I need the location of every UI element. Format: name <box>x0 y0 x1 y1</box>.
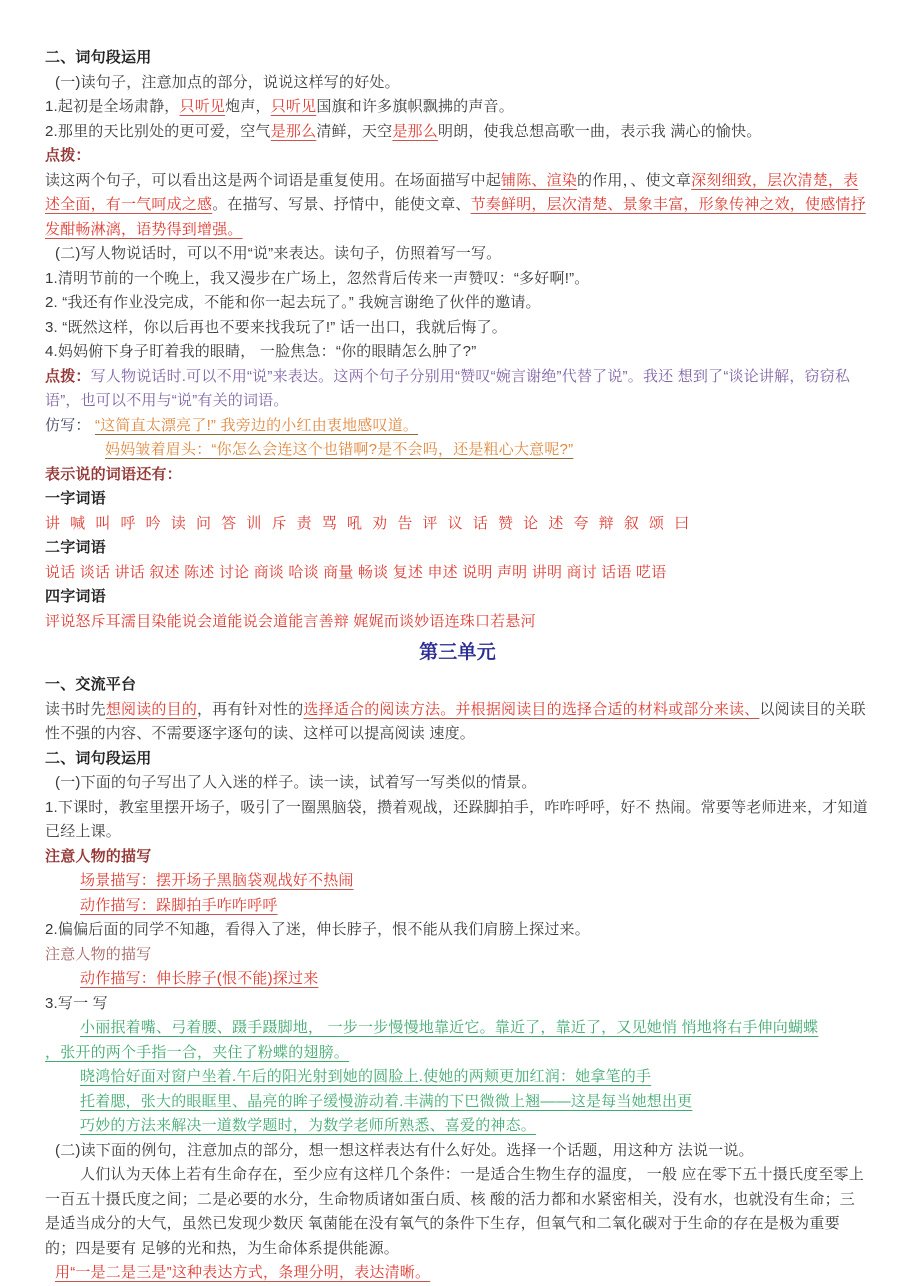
sentence-2-run-body: 明朗，使我总想高歌一曲，表示我 满心的愉快。 <box>437 122 762 140</box>
one-char-words-run-red-sp: 讲 喊 叫 呼 吟 读 问 答 训 斥 责 骂 吼 劝 告 评 议 话 赞 论 述 夸 辩 叙 颂 曰 <box>45 514 693 532</box>
dianbo-analysis-2-run-purple: 写人物说话时.可以不用“说”来表达。这两个句子分别用“赞叹“婉言谢绝”代替了说”。我还 想到了“谈论讲解，窃窃私语”，也可以不用与“说”有关的词语。 <box>45 367 851 409</box>
exercise-2-intro <box>45 242 870 267</box>
speech-sentence-4-run-body: 4.妈妈俯下身子盯着我的眼睛， 一脸焦急：“你的眼睛怎么肿了?” <box>45 343 477 360</box>
speech-sentence-2-run-body: 2. “我还有作业没完成，不能和你一起去玩了。” 我婉言谢绝了伙伴的邀请。 <box>45 294 541 311</box>
model-text-line-4 <box>45 1090 870 1115</box>
sentence-2-run-body: 清鲜，天空 <box>316 122 393 140</box>
note-heading-1-run-maroon: 注意人物的描写 <box>45 847 152 865</box>
section-heading-word-usage-2-run-bold: 二、词句段运用 <box>45 749 152 767</box>
write-prompt-run-body: 3.写一 写 <box>45 994 108 1012</box>
dianbo-label-1 <box>45 144 870 169</box>
dianbo-analysis-2-run-maroon: 点拨： <box>45 367 91 385</box>
conclusion-line-run-red-u: 用“一是二是三是”这种表达方式，条理分明，表达清晰。 <box>55 1264 431 1281</box>
section-heading-exchange <box>45 673 870 698</box>
model-text-line-2 <box>45 1041 870 1066</box>
four-char-words-heading <box>45 585 870 610</box>
four-char-words-heading-run-bold: 四字词语 <box>45 588 106 605</box>
one-char-words <box>45 512 870 537</box>
section-heading-exchange-run-bold: 一、交流平台 <box>45 676 137 693</box>
exchange-para <box>45 698 870 747</box>
exchange-para-run-body: 以阅读目的关联性不强的内容、不需要逐字逐句的读、这样可以提高阅读 速度。 <box>45 700 866 742</box>
sentence-2-run-red-u: 是那么 <box>270 122 317 140</box>
sentence-1-run-body: 1.起初是全场肃静， <box>45 98 180 115</box>
scene-description <box>45 869 870 894</box>
life-conditions-para <box>45 1163 870 1261</box>
exchange-para-run-red-u: 选择适合的阅读方法。并根据阅读目的选择合适的材料或部分来读、 <box>303 700 760 718</box>
scene-description-run-red-u: 场景描写：摆开场子黑脑袋观战好不热闹 <box>80 872 354 889</box>
sentence-1-run-body: 炮声， <box>225 98 271 115</box>
dianbo-analysis-1-run-red-u: 节奏鲜明，层次清楚、景象丰富，形象传神之效，使感情抒发酣畅淋漓，语势得到增强。 <box>45 196 866 238</box>
dianbo-analysis-2 <box>45 365 870 414</box>
fangxie-example-2-run-orange-u: 妈妈皱着眉头：“你怎么会连这个也错啊?是不会吗，还是粗心大意呢?” <box>105 441 574 458</box>
sentence-2-run-red-u: 是那么 <box>392 122 438 140</box>
speech-sentence-3 <box>45 316 870 341</box>
two-char-words-heading-run-bold: 二字词语 <box>45 539 106 556</box>
life-conditions-para-run-body: 人们认为天体上若有生命存在，至少应有这样几个条件：一是适合生物生存的温度， 一般 应在零下五十摄氏度至零上一百五十摄氏度之间；二是必要的水分，生命物质诸如蛋白质、核 酸的活力都和水紧密相关，没有水，也就没有生命；三是适当成分的大气，虽然已发现少数厌 氧菌能在没有氧气的条件下生存，但氧气和二氧化碳对于生命的存在是极为重要的；四是要有 足够的光和热，为生命体系提供能源。 <box>45 1166 864 1257</box>
model-text-line-4-run-green-u: 托着腮，张大的眼眶里、晶亮的眸子缓慢游动着.丰满的下巴微微上翘——这是每当她想出更 <box>80 1092 693 1110</box>
action-description-1-run-red-u: 动作描写：跺脚拍手咋咋呼呼 <box>80 896 278 914</box>
example-sentence-2b <box>45 918 870 943</box>
fangxie-example-1-run-orange-u: “这简直太漂亮了!” 我旁边的小红由衷地感叹道。 <box>94 416 419 434</box>
model-text-line-3 <box>45 1065 870 1090</box>
note-heading-2-run-maroon-lt: 注意人物的描写 <box>45 945 152 963</box>
model-text-line-1-run-green-u: 小丽抿着嘴、弓着腰、蹑手蹑脚地， 一步一步慢慢地靠近它。靠近了，靠近了，又见她悄 悄地将右手伸向蝴蝶 <box>80 1019 819 1036</box>
dianbo-analysis-1-run-red-u: 铺陈、渲染 <box>501 171 578 189</box>
unit-3-title-run-blue: 第三单元 <box>419 642 496 663</box>
exercise-2-intro-run-body: (二)写人物说话时，可以不用“说”来表达。读句子，仿照着写一写。 <box>55 245 502 262</box>
document-body <box>45 46 870 1286</box>
example-sentence-1b-run-body: 1.下课时，教室里摆开场子，吸引了一圈黑脑袋，攒着观战，还跺脚拍手，咋咋呼呼，好不 热闹。常要等老师进来，才知道已经上课。 <box>45 798 868 840</box>
four-char-words <box>45 610 870 635</box>
speech-sentence-3-run-body: 3. “既然这样，你以后再也不要来找我玩了!” 话一出口，我就后悔了。 <box>45 318 508 336</box>
exercise-1b-intro <box>45 771 870 796</box>
speech-sentence-2 <box>45 291 870 316</box>
conclusion-line <box>45 1261 870 1286</box>
dianbo-analysis-1-run-body: 的作用，、使文章 <box>577 171 692 189</box>
model-text-line-2-run-green-u: ，张开的两个手指一合，夹住了粉蝶的翅膀。 <box>45 1043 350 1061</box>
dianbo-analysis-1-run-body: 读这两个句子，可以看出这是两个词语是重复使用。在场面描写中起 <box>45 171 502 189</box>
sentence-2-run-body: 2.那里的天比别处的更可爱，空气 <box>45 122 271 140</box>
speech-sentence-1-run-body: 1.清明节前的一个晚上，我又漫步在广场上，忽然背后传来一声赞叹：“多好啊!”。 <box>45 269 590 287</box>
write-prompt <box>45 992 870 1017</box>
note-heading-2 <box>45 943 870 968</box>
example-sentence-1b <box>45 796 870 845</box>
say-words-heading <box>45 463 870 488</box>
sentence-2 <box>45 120 870 145</box>
dianbo-label-1-run-maroon: 点拨： <box>45 147 91 164</box>
one-char-words-heading <box>45 487 870 512</box>
sentence-1 <box>45 95 870 120</box>
exercise-1-intro-run-body: (一)读句子，注意加点的部分，说说这样写的好处。 <box>55 73 400 91</box>
two-char-words <box>45 561 870 586</box>
action-description-2-run-red-u: 动作描写：伸长脖子(恨不能)探过来 <box>80 970 319 987</box>
dianbo-analysis-1-run-body: 。在描写、写景、抒情中，能使文章、 <box>212 196 471 213</box>
one-char-words-heading-run-bold: 一字词语 <box>45 490 106 507</box>
sentence-1-run-red-u: 只听见 <box>179 98 226 115</box>
exercise-1b-intro-run-body: (一)下面的句子写出了人入迷的样子。读一读，试着写一写类似的情景。 <box>55 774 537 791</box>
two-char-words-heading <box>45 536 870 561</box>
unit-3-title <box>45 636 870 671</box>
exercise-1-intro <box>45 71 870 96</box>
section-heading-word-usage-run-bold: 二、词句段运用 <box>45 49 152 66</box>
note-heading-1 <box>45 845 870 870</box>
model-text-line-3-run-green-u: 晓鸿恰好面对窗户坐着.午后的阳光射到她的圆脸上.使她的两颊更加红润：她拿笔的手 <box>80 1068 652 1085</box>
action-description-1 <box>45 894 870 919</box>
sentence-1-run-body: 国旗和许多旗帜飘拂的声音。 <box>316 98 514 115</box>
section-heading-word-usage-2 <box>45 747 870 772</box>
four-char-words-run-red: 评说怒斥耳濡目染能说会道能说会道能言善辩 娓娓而谈妙语连珠口若悬河 <box>45 612 536 630</box>
dianbo-analysis-1 <box>45 169 870 243</box>
speech-sentence-4 <box>45 340 870 365</box>
speech-sentence-1 <box>45 267 870 292</box>
say-words-heading-run-maroon: 表示说的词语还有： <box>45 465 182 483</box>
two-char-words-run-red: 说话 谈话 讲话 叙述 陈述 讨论 商谈 哈谈 商量 畅谈 复述 申述 说明 声明 讲明 商讨 话语 呓语 <box>45 563 667 581</box>
model-text-line-5-run-green-u: 巧妙的方法来解决一道数学题时，为数学老师所熟悉、喜爱的神态。 <box>80 1117 537 1134</box>
model-text-line-5 <box>45 1114 870 1139</box>
fangxie-example-1 <box>45 414 870 439</box>
exercise-2b-intro <box>45 1139 870 1164</box>
fangxie-example-2 <box>45 438 870 463</box>
exchange-para-run-red-u: 想阅读的目的 <box>105 700 198 718</box>
section-heading-word-usage <box>45 46 870 71</box>
fangxie-example-1-run-navy: 仿写： <box>45 416 95 434</box>
action-description-2 <box>45 967 870 992</box>
example-sentence-2b-run-body: 2.偏偏后面的同学不知趣，看得入了迷，伸长脖子，恨不能从我们肩膀上探过来。 <box>45 921 590 938</box>
dianbo-analysis-1-run-red-u: 深刻细致，层次清楚，表述全面，有一气呵成之感 <box>45 171 859 213</box>
exercise-2b-intro-run-body: (二)读下面的例句，注意加点的部分，想一想这样表达有什么好处。选择一个话题，用这种方 法说一说。 <box>55 1141 754 1159</box>
exchange-para-run-body: ，再有针对性的 <box>197 700 304 718</box>
exchange-para-run-body: 读书时先 <box>45 700 106 718</box>
model-text-line-1 <box>45 1016 870 1041</box>
sentence-1-run-red-u: 只听见 <box>270 98 317 115</box>
